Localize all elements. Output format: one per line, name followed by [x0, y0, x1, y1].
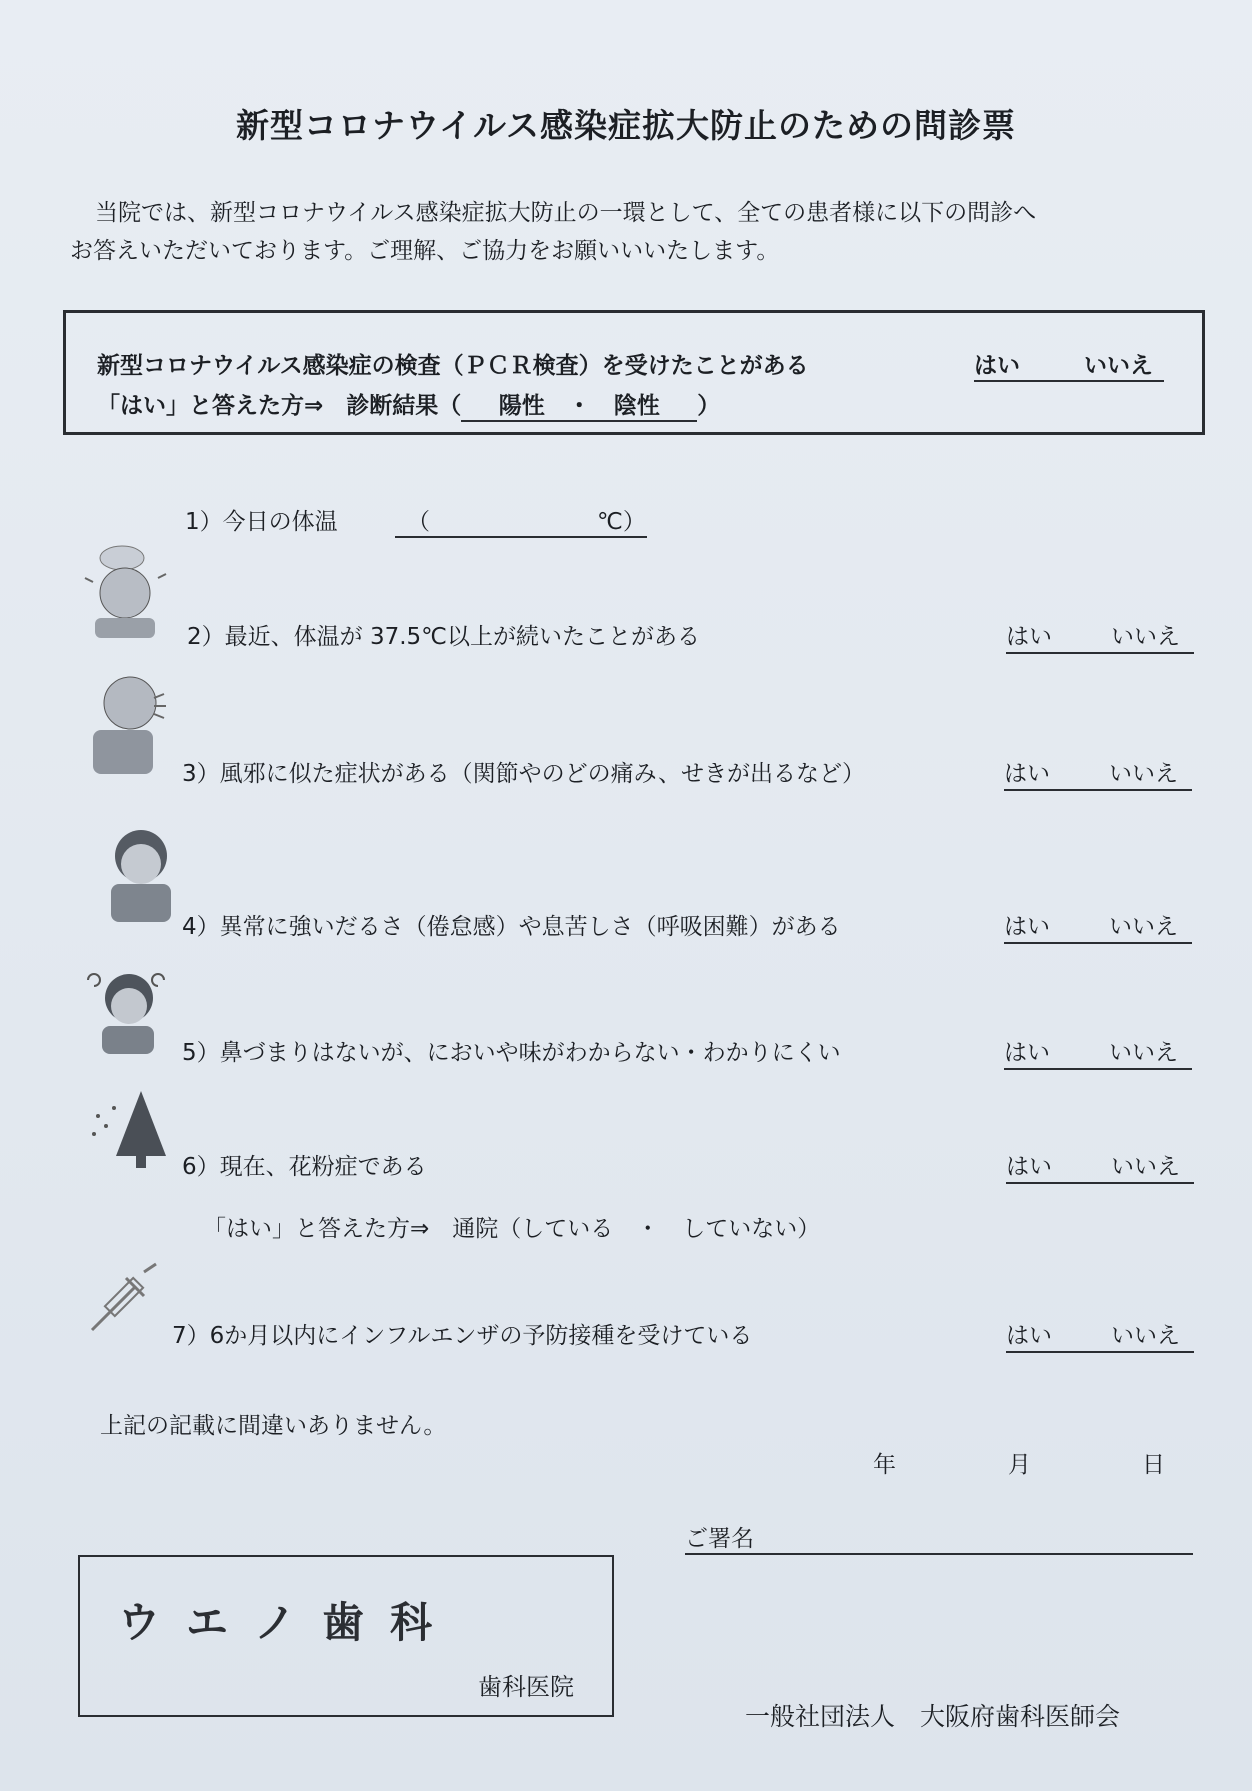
confirmation-text: 上記の記載に間違いありません。: [100, 1413, 447, 1439]
q5-yes[interactable]: はい: [1004, 1040, 1050, 1066]
q7-no[interactable]: いいえ: [1111, 1323, 1180, 1349]
q5-answer[interactable]: [1004, 1034, 1192, 1070]
temp-open: （: [407, 509, 430, 535]
pcr-followup-label: 「はい」と答えた方⇒ 診断結果（: [97, 393, 462, 419]
q6-answer[interactable]: [1006, 1148, 1194, 1184]
intro-line-2: お答えいただいております。ご理解、ご協力をお願いいいたします。: [70, 238, 780, 264]
q3-no[interactable]: いいえ: [1109, 761, 1178, 787]
q2-no[interactable]: いいえ: [1111, 624, 1180, 650]
q4-answer[interactable]: [1004, 908, 1192, 944]
temp-unit: ℃）: [597, 509, 646, 535]
q7-answer[interactable]: [1006, 1317, 1194, 1353]
temperature-field[interactable]: [395, 503, 647, 538]
signature-label: ご署名: [685, 1526, 754, 1552]
intro-line-1: 当院では、新型コロナウイルス感染症拡大防止の一環として、全ての患者様に以下の問診へ: [95, 200, 1037, 226]
tired-person-illustration: [106, 824, 176, 924]
q2-yes[interactable]: はい: [1006, 624, 1052, 650]
q4-yes[interactable]: はい: [1004, 914, 1050, 940]
q3-yes[interactable]: はい: [1004, 761, 1050, 787]
clinic-name: ウエノ歯科: [118, 1598, 459, 1647]
question-6: 6）現在、花粉症である: [182, 1154, 427, 1180]
date-day-label[interactable]: 日: [1142, 1452, 1165, 1478]
pcr-result-field[interactable]: [461, 387, 697, 422]
pcr-positive[interactable]: 陽性: [498, 393, 545, 419]
question-3: 3）風邪に似た症状がある（関節やのどの痛み、せきが出るなど）: [182, 761, 866, 787]
pcr-no[interactable]: いいえ: [1084, 353, 1153, 379]
syringe-illustration: [86, 1260, 162, 1336]
question-7: 7）6か月以内にインフルエンザの予防接種を受けている: [172, 1323, 753, 1349]
q4-no[interactable]: いいえ: [1109, 914, 1178, 940]
q5-no[interactable]: いいえ: [1109, 1040, 1178, 1066]
date-year-label[interactable]: 年: [873, 1452, 896, 1478]
pollen-tree-illustration: [86, 1086, 178, 1171]
q6-no[interactable]: いいえ: [1111, 1154, 1180, 1180]
q7-yes[interactable]: はい: [1006, 1323, 1052, 1349]
page-title: 新型コロナウイルス感染症拡大防止のための問診票: [235, 106, 1017, 145]
clinic-type: 歯科医院: [478, 1673, 574, 1701]
q6-yes[interactable]: はい: [1006, 1154, 1052, 1180]
pcr-negative[interactable]: 陰性: [613, 393, 660, 419]
pcr-yes[interactable]: はい: [974, 353, 1020, 379]
fever-person-illustration: [80, 538, 170, 638]
date-month-label[interactable]: 月: [1008, 1452, 1031, 1478]
smell-loss-person-illustration: [84, 966, 174, 1056]
q3-answer[interactable]: [1004, 755, 1192, 791]
q6-followup[interactable]: 「はい」と答えた方⇒ 通院（している ・ していない）: [203, 1216, 821, 1242]
footer-association: 一般社団法人 大阪府歯科医師会: [745, 1702, 1121, 1731]
question-5: 5）鼻づまりはないが、においや味がわからない・わかりにくい: [182, 1040, 841, 1066]
pcr-answer[interactable]: [974, 347, 1164, 382]
q2-answer[interactable]: [1006, 618, 1194, 654]
coughing-person-illustration: [88, 668, 168, 776]
question-4: 4）異常に強いだるさ（倦怠感）や息苦しさ（呼吸困難）がある: [182, 914, 841, 940]
pcr-question: 新型コロナウイルス感染症の検査（ＰＣＲ検査）を受けたことがある: [97, 353, 809, 379]
pcr-followup: [97, 387, 720, 422]
question-1: 1）今日の体温: [185, 509, 338, 535]
question-2: 2）最近、体温が 37.5℃以上が続いたことがある: [187, 624, 700, 650]
pcr-close: ）: [697, 393, 721, 419]
signature-field[interactable]: [685, 1520, 1193, 1555]
pcr-sep: ・: [567, 393, 591, 419]
